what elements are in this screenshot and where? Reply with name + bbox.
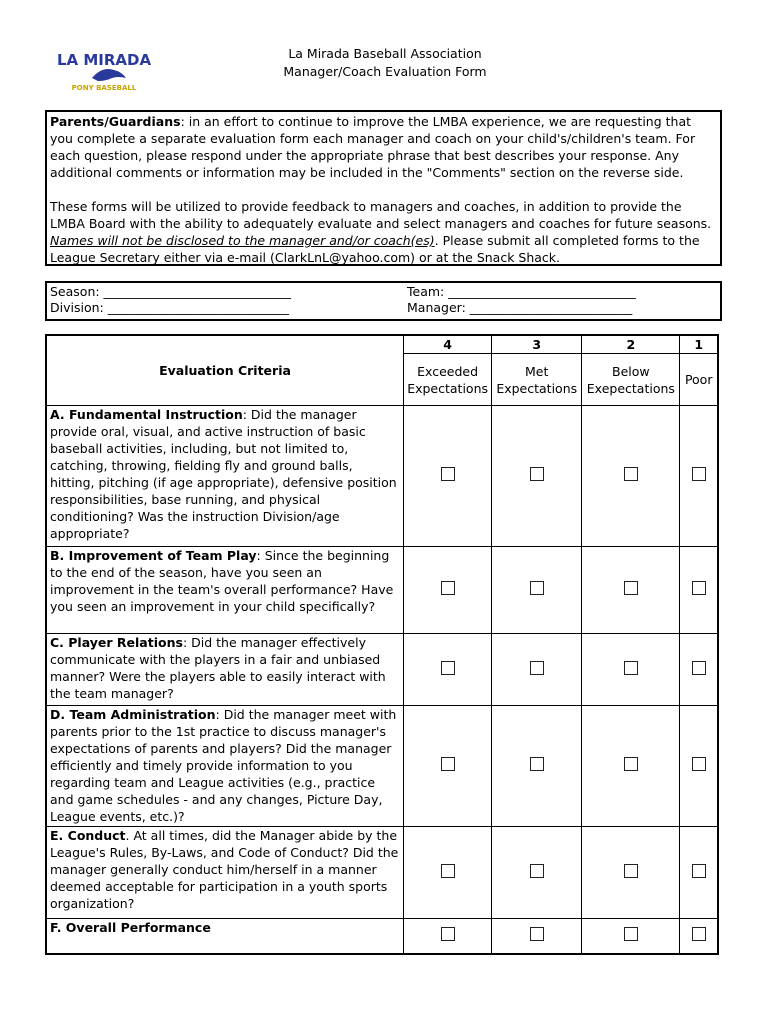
criteria-header: Evaluation Criteria — [46, 335, 404, 406]
rating-number: 3 — [492, 335, 582, 354]
rating-number: 4 — [404, 335, 492, 354]
evaluation-table — [45, 334, 719, 955]
criteria-text: C. Player Relations: Did the manager effectively communicate with the players in a fair and unbiased manner? Were the players able to easily interact with the team manager? — [46, 634, 404, 706]
criteria-row-c — [46, 634, 718, 706]
checkbox-rating-4[interactable] — [441, 661, 455, 675]
instructions-para-2: These forms will be utilized to provide feedback to managers and coaches, in addition to provide the LMBA Board with the ability to adequately evaluate and select managers and coaches for future seasons. Names will not be disclosed to the manager and/or coach(es). Please submit all completed forms to the League Secretary either via e-mail (ClarkLnL@yahoo.com) or at the Snack Shack. — [50, 199, 712, 265]
checkbox-rating-4[interactable] — [441, 864, 455, 878]
checkbox-rating-3[interactable] — [530, 927, 544, 941]
season-field[interactable]: Season: ______________________________ — [50, 284, 292, 299]
rating-label-met: Met Expectations — [492, 354, 582, 406]
checkbox-rating-4[interactable] — [441, 467, 455, 481]
checkbox-rating-2[interactable] — [624, 864, 638, 878]
criteria-text: A. Fundamental Instruction: Did the manager provide oral, visual, and active instruction of basic baseball activities, including, but not limited to, catching, throwing, fielding fly and ground balls, hitting, pitching (if age appropriate), defensive position responsibilities, base running, and physical conditioning? Was the instruction Division/age appropriate? — [46, 406, 404, 547]
checkbox-rating-1[interactable] — [692, 864, 706, 878]
checkbox-rating-1[interactable] — [692, 757, 706, 771]
manager-field[interactable]: Manager: __________________________ — [407, 300, 633, 315]
criteria-row-b — [46, 547, 718, 634]
division-field[interactable]: Division: _____________________________ — [50, 300, 289, 315]
logo-subtitle: PONY BASEBALL — [71, 84, 137, 92]
rating-number: 1 — [680, 335, 718, 354]
criteria-text: F. Overall Performance — [46, 919, 404, 954]
checkbox-rating-2[interactable] — [624, 661, 638, 675]
logo-title: LA MIRADA — [56, 51, 152, 69]
criteria-row-f — [46, 919, 718, 954]
checkbox-rating-1[interactable] — [692, 661, 706, 675]
checkbox-rating-3[interactable] — [530, 581, 544, 595]
rating-label-exceeded: Exceeded Expectations — [404, 354, 492, 406]
info-box — [45, 281, 722, 321]
checkbox-rating-3[interactable] — [530, 864, 544, 878]
privacy-note: Names will not be disclosed to the manager and/or coach(es) — [50, 233, 435, 248]
checkbox-rating-3[interactable] — [530, 467, 544, 481]
criteria-row-e — [46, 827, 718, 919]
checkbox-rating-3[interactable] — [530, 757, 544, 771]
criteria-text: D. Team Administration: Did the manager meet with parents prior to the 1st practice to discuss manager's expectations of parents and players? Did the manager efficiently and timely provide information to you regarding team and League activities (e.g., practice and game schedules - and any changes, Picture Day, League events, etc.)? — [46, 706, 404, 827]
checkbox-rating-2[interactable] — [624, 757, 638, 771]
checkbox-rating-4[interactable] — [441, 757, 455, 771]
team-field[interactable]: Team: ______________________________ — [407, 284, 636, 299]
checkbox-rating-2[interactable] — [624, 581, 638, 595]
instructions-box — [45, 110, 722, 266]
criteria-row-d — [46, 706, 718, 827]
checkbox-rating-2[interactable] — [624, 927, 638, 941]
checkbox-rating-3[interactable] — [530, 661, 544, 675]
criteria-text: E. Conduct. At all times, did the Manager abide by the League's Rules, By-Laws, and Code of Conduct? Did the manager generally conduct him/herself in a manner deemed acceptable for participation in a youth sports organization? — [46, 827, 404, 919]
form-title: Manager/Coach Evaluation Form — [283, 64, 487, 79]
org-name: La Mirada Baseball Association — [288, 46, 482, 61]
instructions-lead: Parents/Guardians — [50, 114, 181, 129]
criteria-row-a — [46, 406, 718, 547]
criteria-text: B. Improvement of Team Play: Since the beginning to the end of the season, have you seen an improvement in the team's overall performance? Have you seen an improvement in your child specifically? — [46, 547, 404, 634]
rating-label-below: Below Exepectations — [582, 354, 680, 406]
checkbox-rating-1[interactable] — [692, 467, 706, 481]
checkbox-rating-1[interactable] — [692, 927, 706, 941]
rating-number: 2 — [582, 335, 680, 354]
checkbox-rating-1[interactable] — [692, 581, 706, 595]
form-header — [0, 45, 770, 81]
rating-label-poor: Poor — [680, 354, 718, 406]
instructions-para-1: Parents/Guardians: in an effort to continue to improve the LMBA experience, we are requesting that you complete a separate evaluation form each manager and coach on your child's/children's team. For each question, please respond under the appropriate phrase that best describes your response. Any additional comments or information may be included in the "Comments" section on the reverse side. — [50, 114, 696, 180]
rating-number-row — [46, 335, 718, 354]
checkbox-rating-2[interactable] — [624, 467, 638, 481]
checkbox-rating-4[interactable] — [441, 927, 455, 941]
checkbox-rating-4[interactable] — [441, 581, 455, 595]
